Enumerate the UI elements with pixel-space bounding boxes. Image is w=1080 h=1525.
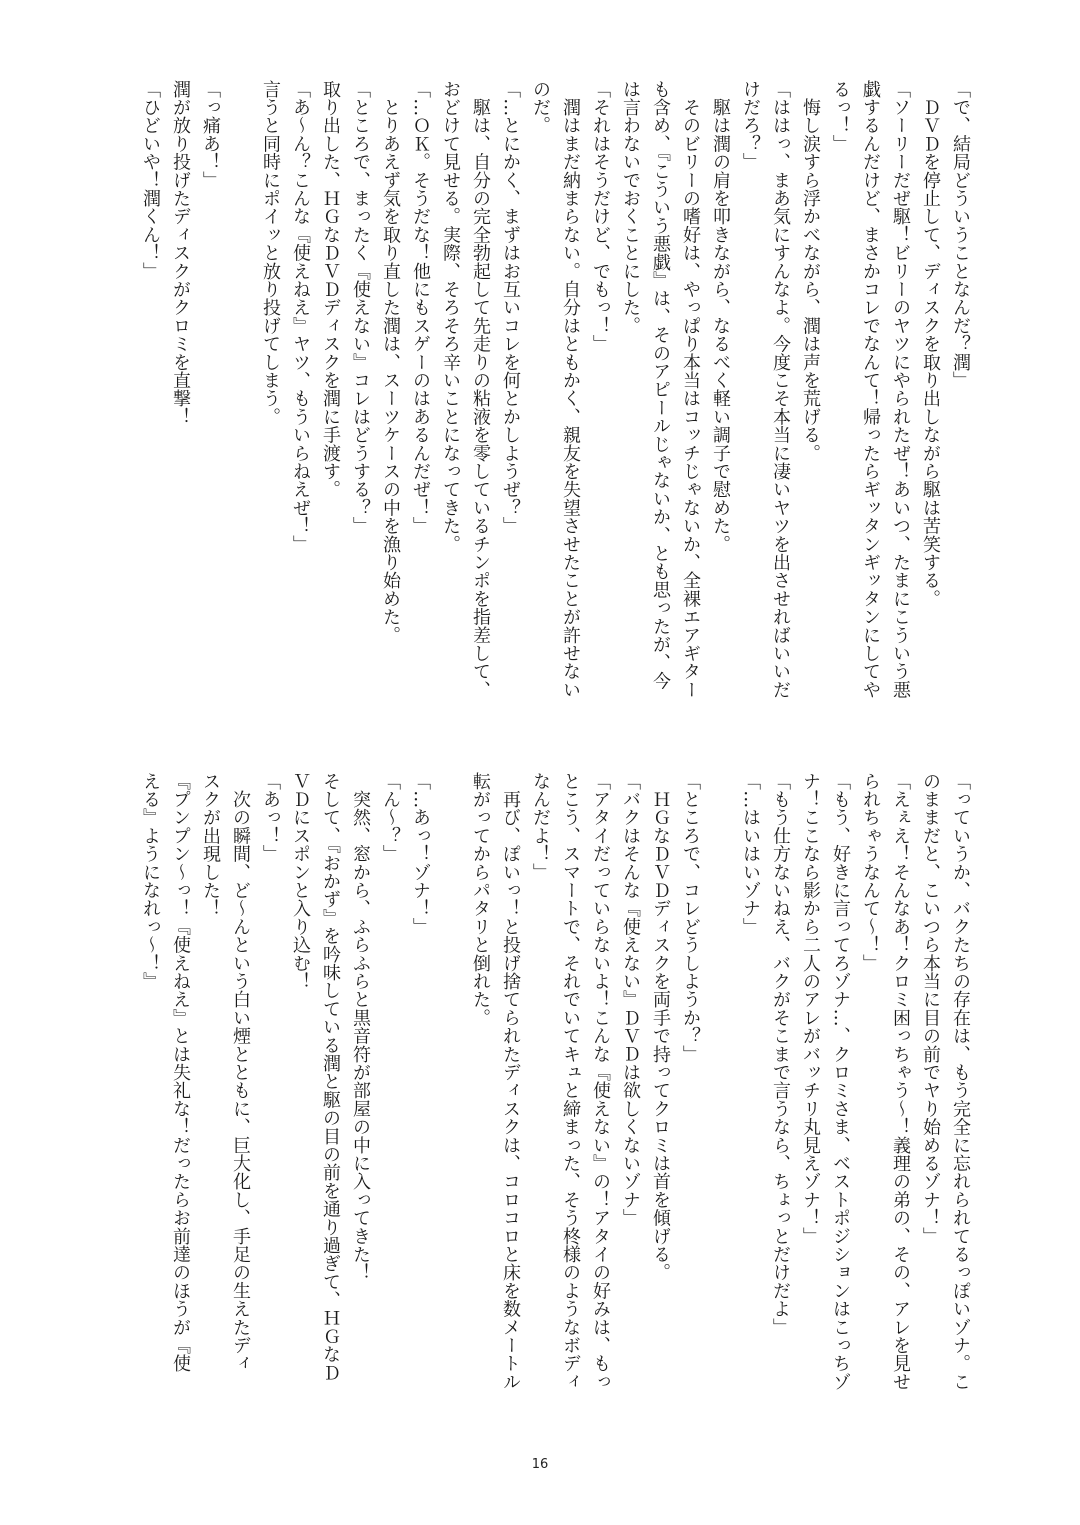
text-column: 『プンプン〜っ！『使えねえ』とは失礼な！だったらお前達のほうが『使: [170, 772, 191, 1373]
text-column: 「ソーリーだぜ駆！ビリーのヤツにやられたぜ！あいつ、たまにこういう悪: [890, 80, 911, 699]
text-column: 駆は、自分の完全勃起して先走りの粘液を零しているチンポを指差して、: [470, 80, 491, 699]
text-column: 悔し涙すら浮かべながら、潤は声を荒げる。: [800, 80, 821, 463]
text-column: るっ！」: [830, 80, 851, 153]
text-column: 「…とにかく、まずはお互いコレを何とかしようぜ？」: [500, 80, 521, 535]
text-column: 「ははっ、まあ気にすんなよ。今度こそ本当に凄いヤツを出させればいいだ: [770, 80, 791, 699]
text-column: える』ようになれっ〜！』: [140, 772, 161, 991]
text-column: 「ところで、コレどうしようか？」: [680, 772, 701, 1064]
text-column: 「アタイだっていらないよ！こんな『使えない』の！アタイの好みは、もっ: [590, 772, 611, 1391]
text-column: のだ。: [530, 80, 551, 135]
text-column: は言わないでおくことにした。: [620, 80, 641, 335]
text-column: とりあえず気を取り直した潤は、スーツケースの中を漁り始めた。: [380, 80, 401, 645]
text-column: 次の瞬間、ど〜んという白い煙とともに、巨大化し、手足の生えたディ: [230, 772, 251, 1373]
text-column: 戯するんだけど、まさかコレでなんて！帰ったらギッタンギッタンにしてや: [860, 80, 881, 699]
text-column: のままだと、こいつら本当に目の前でヤり始めるゾナ！」: [920, 772, 941, 1246]
text-column: 潤が放り投げたディスクがクロミを直撃！: [170, 80, 191, 426]
text-column: 「ひどいや！潤くん！」: [140, 80, 161, 281]
text-column: 「もう、好きに言ってろゾナ…、クロミさま、ベストポジションはこっちゾ: [830, 772, 851, 1391]
text-column: そして、『おかず』を吟味している潤と駆の目の前を通り過ぎて、ＨＧなＤ: [320, 772, 341, 1382]
text-column: 「っていうか、バクたちの存在は、もう完全に忘れられてるっぽいゾナ。こ: [950, 772, 971, 1391]
text-column: 突然、窓から、ふらふらと黒音符が部屋の中に入ってきた！: [350, 772, 371, 1282]
text-column: 取り出した、ＨＧなＤＶＤディスクを潤に手渡す。: [320, 80, 341, 499]
text-column: 「…ＯＫ。そうだな！他にもスゲーのはあるんだぜ！」: [410, 80, 431, 535]
text-column: おどけて見せる。実際、そろそろ辛いことになってきた。: [440, 80, 461, 554]
text-column: とこう、スマートで、それでいてキュと締まった、そう柊様のようなボディ: [560, 772, 581, 1391]
text-column: ナ！ここなら影から二人のアレがバッチリ丸見えゾナ！」: [800, 772, 821, 1246]
text-column: 転がってからパタリと倒れた。: [470, 772, 491, 1027]
text-column: 「あっ！」: [260, 772, 281, 863]
text-column: なんだよ！」: [530, 772, 551, 882]
text-column: 「…あっ！ゾナ！」: [410, 772, 431, 936]
page-number: 16: [531, 1457, 549, 1472]
text-column: られちゃうなんて〜！」: [860, 772, 881, 973]
text-column: 「あ〜ん？こんな『使えねえ』ヤツ、もういらねえぜ！」: [290, 80, 311, 554]
text-column: も含め、『こういう悪戯』は、そのアピールじゃないか、とも思ったが、今: [650, 80, 671, 690]
text-column: 言うと同時にポイッと放り投げてしまう。: [260, 80, 281, 426]
text-column: 「バクはそんな『使えない』ＤＶＤは欲しくないゾナ」: [620, 772, 641, 1227]
text-column: 「もう仕方ないねえ、バクがそこまで言うなら、ちょっとだけだよ」: [770, 772, 791, 1337]
text-column: スクが出現した！: [200, 772, 221, 918]
text-column: 再び、ぽいっ！と投げ捨てられたディスクは、コロコロと床を数メートル: [500, 772, 521, 1391]
text-column: ＨＧなＤＶＤディスクを両手で持ってクロミは首を傾げる。: [650, 772, 671, 1282]
text-column: ＤＶＤを停止して、ディスクを取り出しながら駆は苦笑する。: [920, 80, 941, 608]
text-column: 「で、結局どういうことなんだ？潤」: [950, 80, 971, 390]
text-column: けだろ？」: [740, 80, 761, 171]
text-column: 「それはそうだけど、でもっ！」: [590, 80, 611, 353]
text-column: そのビリーの嗜好は、やっぱり本当はコッチじゃないか、全裸エアギター: [680, 80, 701, 699]
text-column: 潤はまだ納まらない。自分はともかく、親友を失望させたことが許せない: [560, 80, 581, 699]
text-column: 「…はいはいゾナ」: [740, 772, 761, 936]
text-column: 「ん〜？」: [380, 772, 401, 863]
text-column: ＶＤにスポンと入り込む！: [290, 772, 311, 991]
text-column: 「えぇえ！そんなあ！クロミ困っちゃう〜！義理の弟の、その、アレを見せ: [890, 772, 911, 1391]
text-column: 駆は潤の肩を叩きながら、なるべく軽い調子で慰めた。: [710, 80, 731, 554]
text-column: 「ところで、まったく『使えない』コレはどうする？」: [350, 80, 371, 535]
text-column: 「っ痛あ！」: [200, 80, 221, 190]
